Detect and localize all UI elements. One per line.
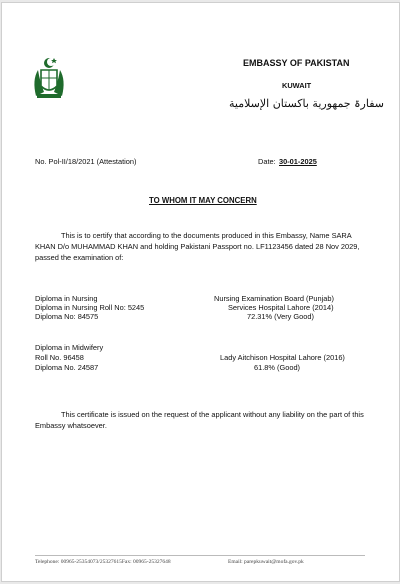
diploma1-grade: 72.31% (Very Good): [247, 312, 314, 321]
intro-line-3: passed the examination of:: [35, 253, 124, 262]
diploma1-roll: Diploma in Nursing Roll No: 5245: [35, 303, 145, 312]
date-label: Date:: [258, 157, 276, 166]
city-title: KUWAIT: [282, 81, 312, 90]
embassy-title: EMBASSY OF PAKISTAN: [243, 58, 350, 68]
closing-line-1: This certificate is issued on the request of the applicant without any liability on the part of this: [61, 410, 364, 419]
reference-number: No. Pol-II/18/2021 (Attestation): [35, 157, 137, 166]
footer-email: Email: parepkuwait@mofa.gov.pk: [228, 559, 304, 565]
diploma1-name: Diploma in Nursing: [35, 294, 98, 303]
closing-line-2: Embassy whatsoever.: [35, 421, 107, 430]
diploma2-institution: Lady Aitchison Hospital Lahore (2016): [220, 353, 345, 362]
diploma1-number: Diploma No: 84575: [35, 312, 99, 321]
page-title: TO WHOM IT MAY CONCERN: [149, 196, 257, 205]
diploma2-name: Diploma in Midwifery: [35, 343, 104, 352]
diploma2-roll: Roll No. 96458: [35, 353, 84, 362]
intro-line-2: KHAN D/o MUHAMMAD KHAN and holding Pakistani Passport no. LF1123456 dated 28 Nov 2029,: [35, 242, 360, 251]
date-value: 30-01-2025: [279, 157, 317, 166]
diploma2-number: Diploma No. 24587: [35, 363, 99, 372]
diploma2-grade: 61.8% (Good): [254, 363, 301, 372]
urdu-title: سفارۃ جمهورية باكستان الإسلامية: [229, 97, 384, 110]
diploma1-institution: Services Hospital Lahore (2014): [228, 303, 334, 312]
state-emblem-icon: [30, 56, 68, 100]
footer-phone: Telephone: 00965-25354073/25327615Fax: 00965-25327648: [35, 559, 171, 565]
intro-line-1: This is to certify that according to the documents produced in this Embassy, Name SARA: [61, 231, 352, 240]
diploma1-board: Nursing Examination Board (Punjab): [214, 294, 334, 303]
footer-divider: [35, 555, 365, 556]
